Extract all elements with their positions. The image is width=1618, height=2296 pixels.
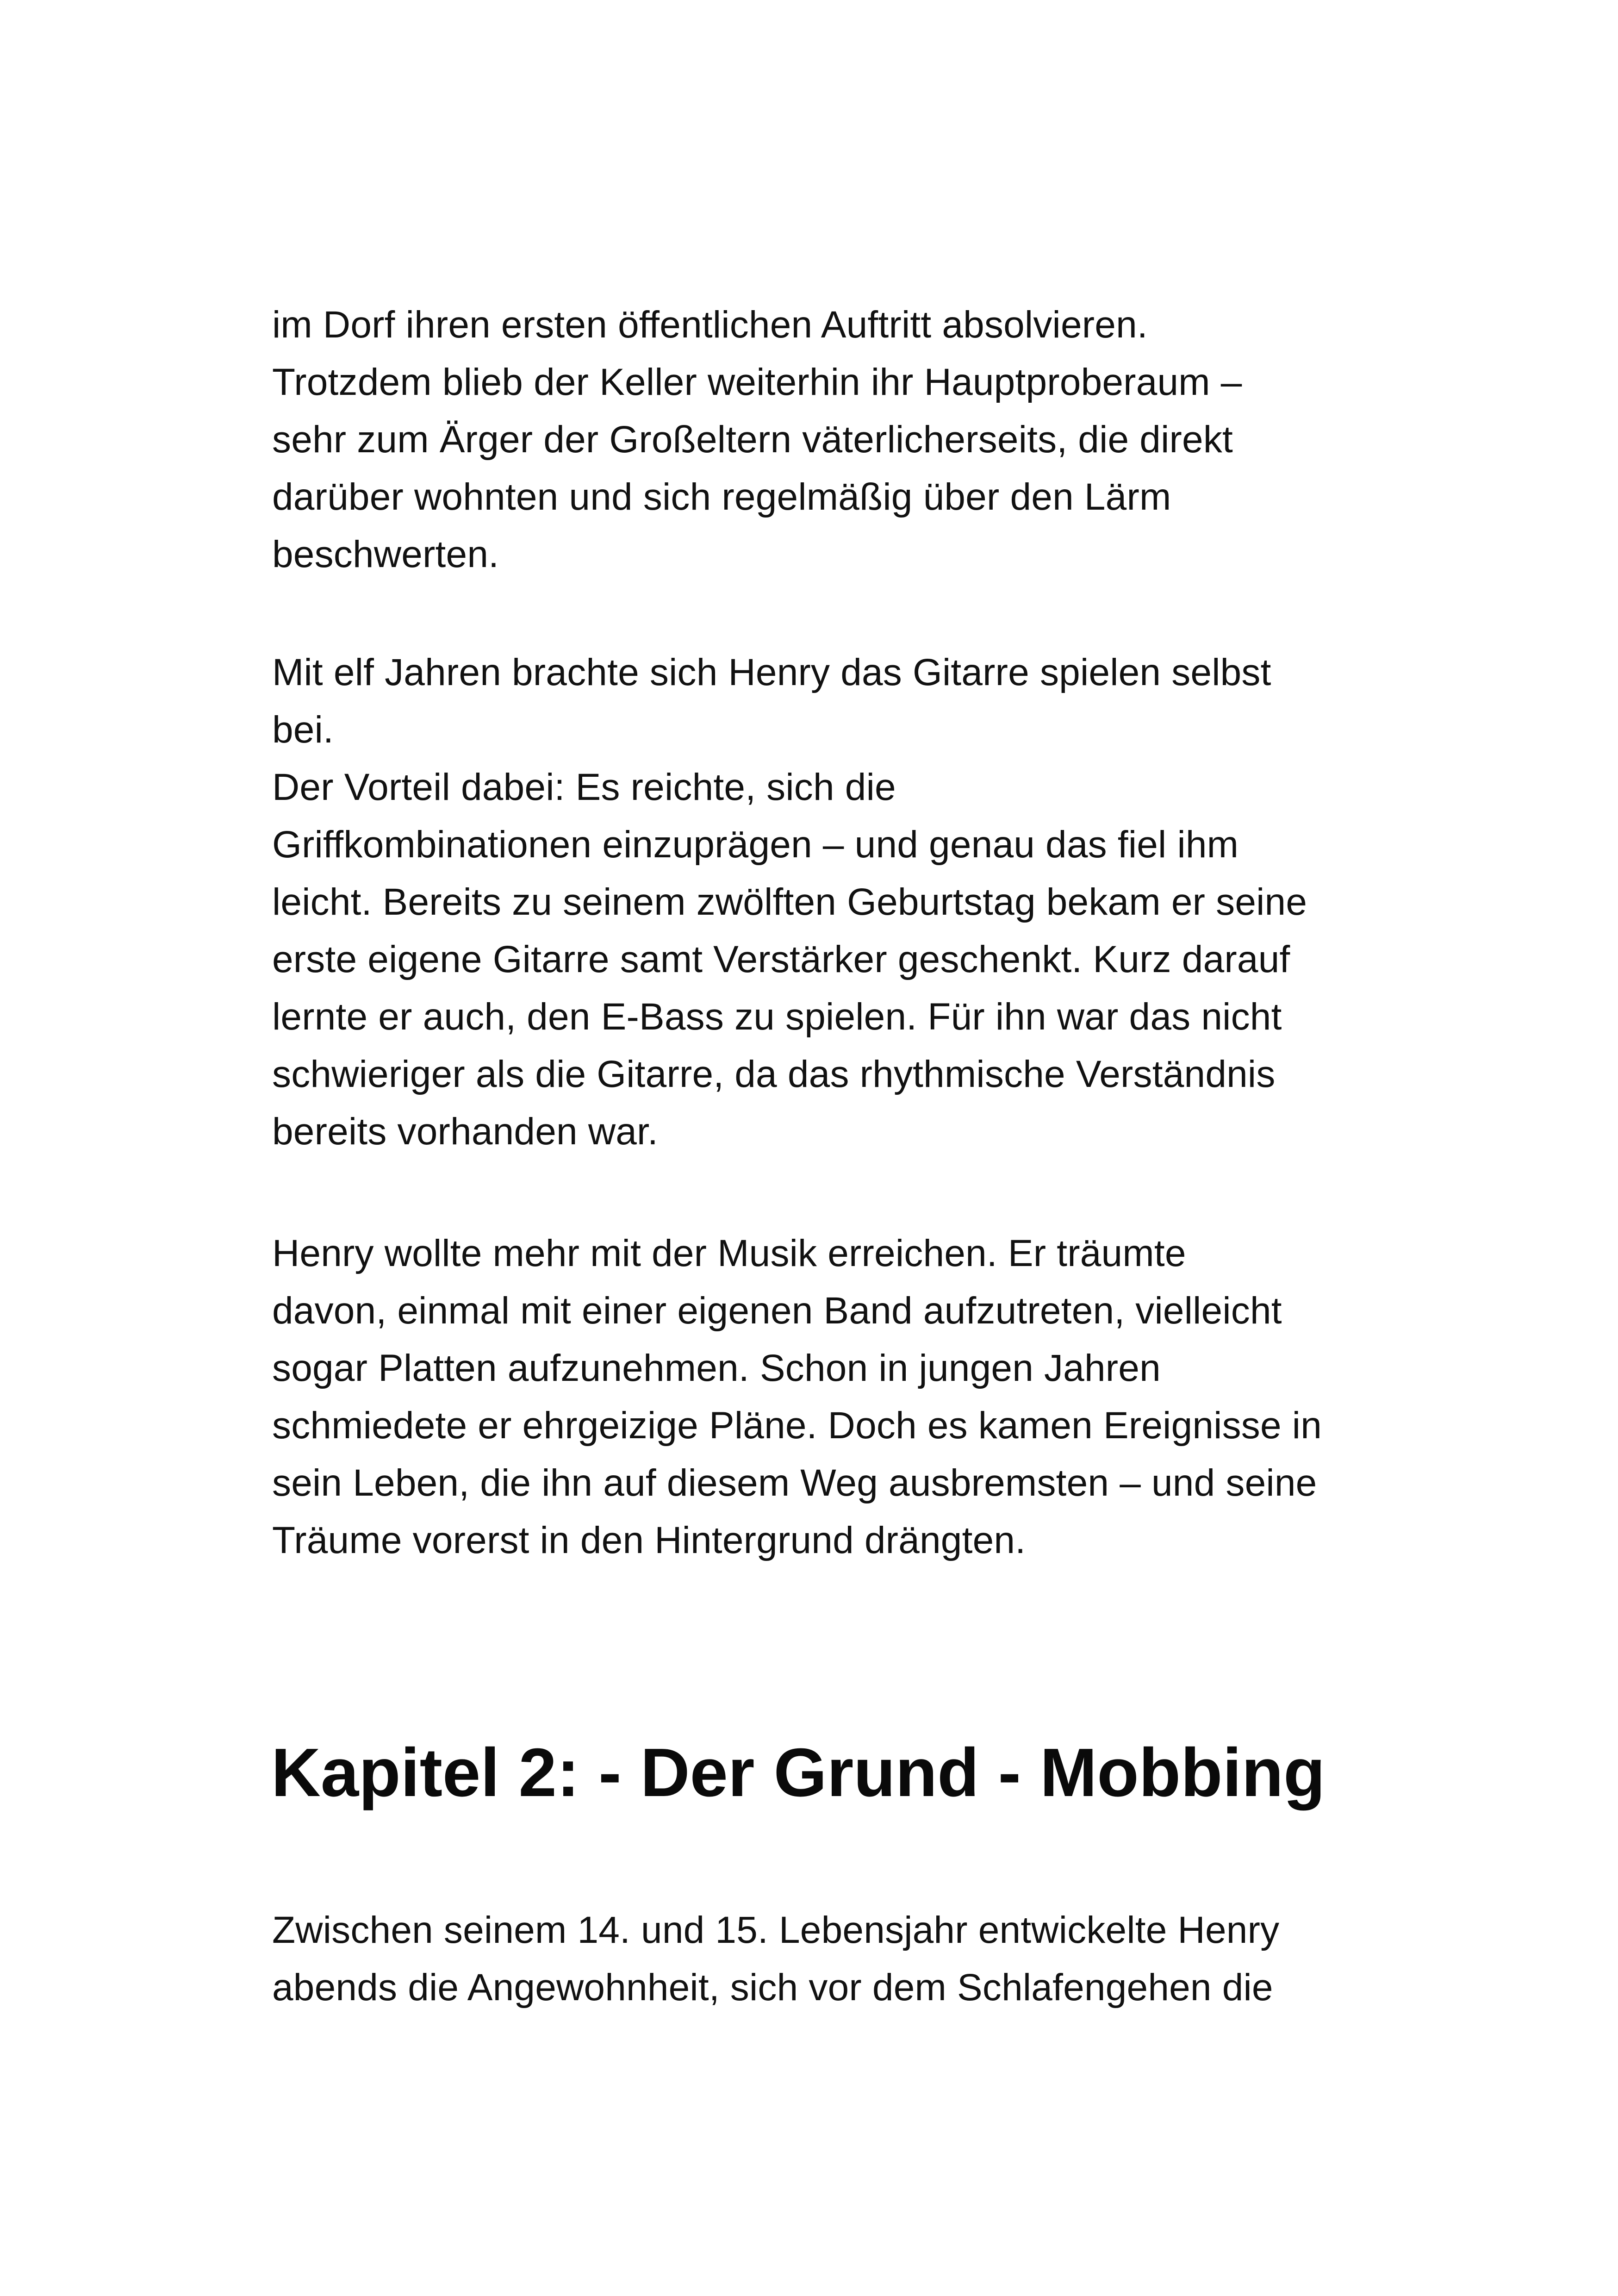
text-line: Der Vorteil dabei: Es reichte, sich die — [272, 766, 896, 808]
text-line: Trotzdem blieb der Keller weiterhin ihr Hauptproberaum – — [272, 361, 1242, 403]
text-line: Henry wollte mehr mit der Musik erreichen. Er träumte — [272, 1232, 1186, 1274]
text-line: bereits vorhanden war. — [272, 1111, 659, 1153]
text-line: sehr zum Ärger der Großeltern väterlicherseits, die direkt — [272, 418, 1233, 461]
text-line: im Dorf ihren ersten öffentlichen Auftritt absolvieren. — [272, 304, 1148, 346]
text-line: schwieriger als die Gitarre, da das rhythmische Verständnis — [272, 1053, 1276, 1095]
text-line: davon, einmal mit einer eigenen Band aufzutreten, vielleicht — [272, 1290, 1282, 1332]
text-line: darüber wohnten und sich regelmäßig über den Lärm — [272, 476, 1171, 518]
text-line: Griffkombinationen einzuprägen – und genau das fiel ihm — [272, 824, 1239, 866]
text-line: schmiedete er ehrgeizige Pläne. Doch es kamen Ereignisse in — [272, 1404, 1322, 1447]
text-line: Zwischen seinem 14. und 15. Lebensjahr entwickelte Henry — [272, 1909, 1280, 1951]
text-line: leicht. Bereits zu seinem zwölften Geburtstag bekam er seine — [272, 881, 1307, 923]
text-line: Mit elf Jahren brachte sich Henry das Gitarre spielen selbst — [272, 651, 1271, 693]
text-line: bei. — [272, 709, 334, 751]
text-line: sein Leben, die ihn auf diesem Weg ausbremsten – und seine — [272, 1462, 1317, 1504]
paragraph — [272, 644, 1350, 1160]
paragraph — [272, 1225, 1350, 1569]
paragraph — [272, 296, 1350, 583]
paragraph — [272, 1902, 1350, 2016]
text-line: beschwerten. — [272, 533, 499, 575]
text-line: sogar Platten aufzunehmen. Schon in jungen Jahren — [272, 1347, 1161, 1389]
text-line: erste eigene Gitarre samt Verstärker geschenkt. Kurz darauf — [272, 938, 1290, 980]
text-line: lernte er auch, den E-Bass zu spielen. Für ihn war das nicht — [272, 996, 1282, 1038]
text-line: abends die Angewohnheit, sich vor dem Schlafengehen die — [272, 1966, 1273, 2009]
text-line: Träume vorerst in den Hintergrund drängten. — [272, 1519, 1026, 1561]
chapter-heading: Kapitel 2: - Der Grund - Mobbing — [271, 1734, 1326, 1811]
